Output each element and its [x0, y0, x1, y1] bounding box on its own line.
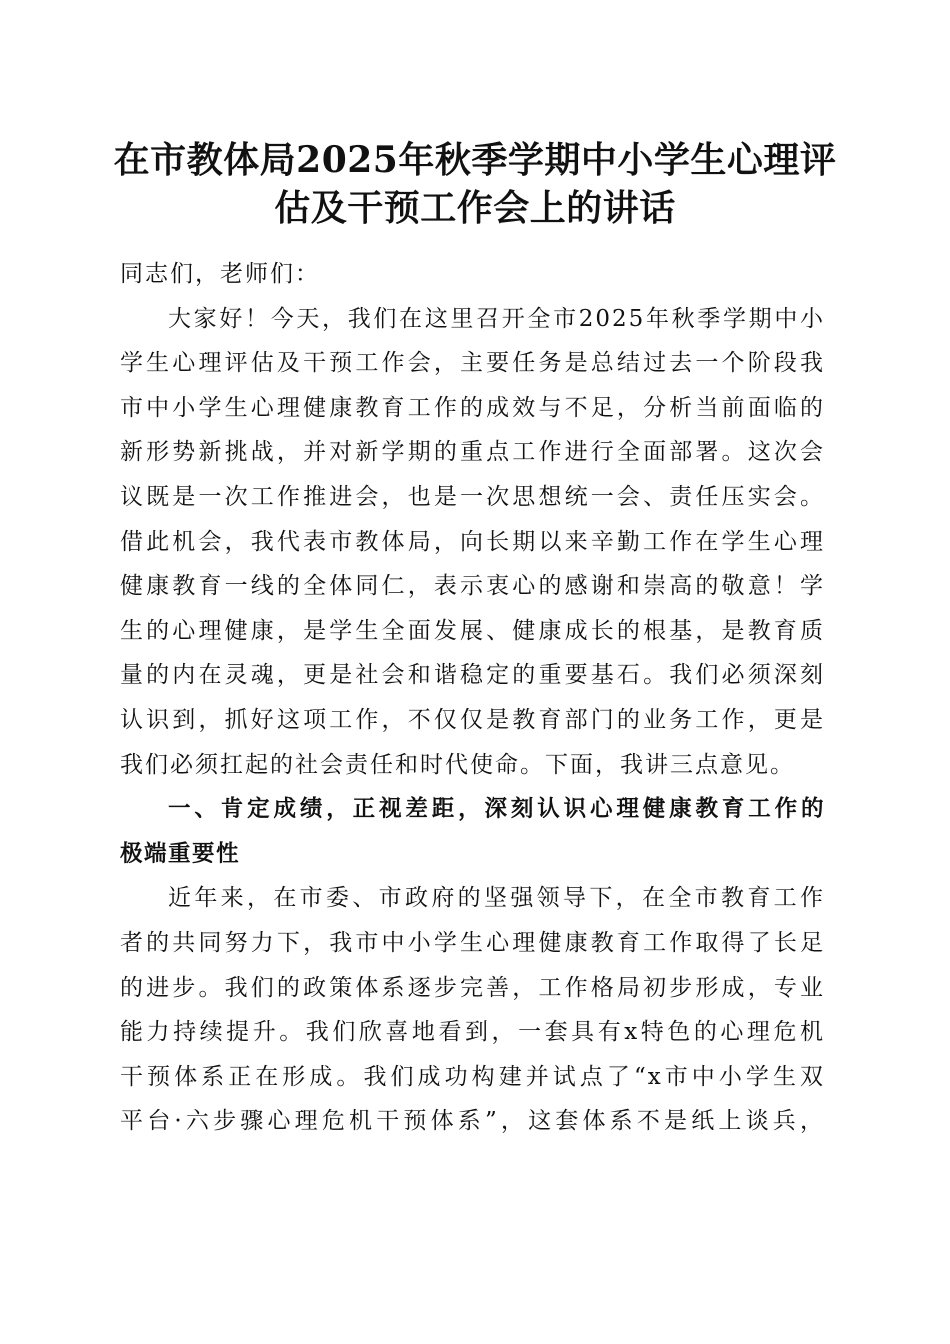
title-line: 在市教体局2025年秋季学期中小学生心理评: [113, 139, 837, 181]
paragraph-line: 近年来，在市委、市政府的坚强领导下，在全市教育工作: [168, 885, 825, 912]
paragraph-line: 生的心理健康，是学生全面发展、健康成长的根基，是教育质: [120, 617, 825, 644]
paragraph-opening: [120, 297, 825, 788]
paragraph-line: 平台·六步骤心理危机干预体系”，这套体系不是纸上谈兵，: [120, 1108, 825, 1135]
paragraph-line: 学生心理评估及干预工作会，主要任务是总结过去一个阶段我: [120, 350, 825, 377]
document-title: [110, 136, 840, 232]
salutation: 同志们，老师们：: [120, 261, 320, 287]
paragraph-line: 干预体系正在形成。我们成功构建并试点了“x市中小学生双: [120, 1063, 825, 1090]
paragraph-line: 健康教育一线的全体同仁，表示衷心的感谢和崇高的敬意！学: [120, 573, 825, 600]
paragraph-line: 大家好！今天，我们在这里召开全市2025年秋季学期中小: [168, 305, 825, 332]
paragraph-line: 市中小学生心理健康教育工作的成效与不足，分析当前面临的: [120, 394, 825, 421]
paragraph-line: 新形势新挑战，并对新学期的重点工作进行全面部署。这次会: [120, 439, 825, 466]
paragraph-line: 的进步。我们的政策体系逐步完善，工作格局初步形成，专业: [120, 974, 825, 1001]
heading-line: 极端重要性: [120, 840, 241, 867]
heading-line: 一、肯定成绩，正视差距，深刻认识心理健康教育工作的: [168, 796, 825, 823]
paragraph-line: 量的内在灵魂，更是社会和谐稳定的重要基石。我们必须深刻: [120, 662, 825, 689]
paragraph-line: 借此机会，我代表市教体局，向长期以来辛勤工作在学生心理: [120, 528, 825, 555]
paragraph-achievements: [120, 876, 825, 1144]
paragraph-line: 认识到，抓好这项工作，不仅仅是教育部门的业务工作，更是: [120, 706, 825, 733]
paragraph-line: 能力持续提升。我们欣喜地看到，一套具有x特色的心理危机: [120, 1019, 825, 1046]
title-line: 估及干预工作会上的讲话: [274, 187, 676, 229]
paragraph-line: 我们必须扛起的社会责任和时代使命。下面，我讲三点意见。: [120, 751, 795, 778]
section-heading-1: [120, 787, 825, 876]
document-body: [120, 252, 825, 1144]
paragraph-line: 议既是一次工作推进会，也是一次思想统一会、责任压实会。: [120, 483, 825, 510]
paragraph-line: 者的共同努力下，我市中小学生心理健康教育工作取得了长足: [120, 929, 825, 956]
